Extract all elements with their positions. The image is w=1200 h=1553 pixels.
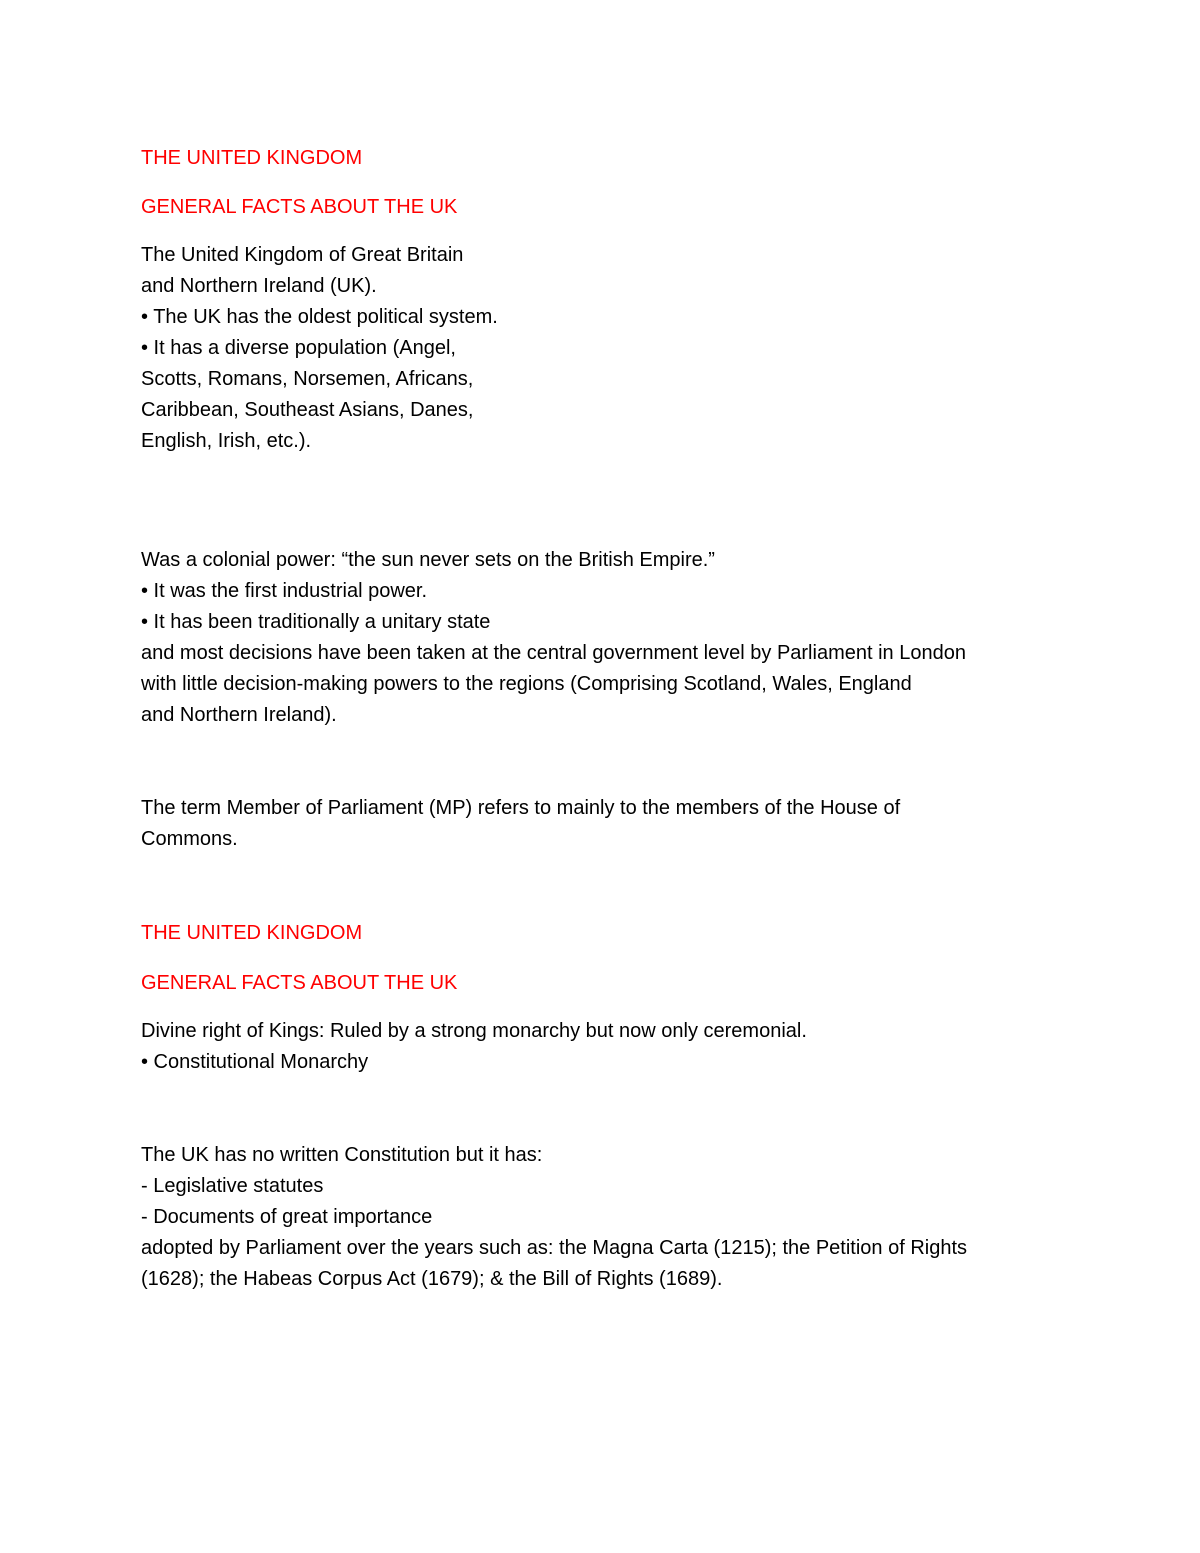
- section-2-block-2-line: (1628); the Habeas Corpus Act (1679); & the Bill of Rights (1689).: [141, 1268, 723, 1290]
- section-2-block-2-line: - Documents of great importance: [141, 1206, 433, 1228]
- section-1-block-1-line: • The UK has the oldest political system.: [141, 306, 498, 328]
- section-2-block-2-line: - Legislative statutes: [141, 1175, 324, 1197]
- section-1-block-2-line: Was a colonial power: “the sun never sets on the British Empire.”: [141, 549, 715, 571]
- section-2-block-2-line: The UK has no written Constitution but it has:: [141, 1144, 543, 1166]
- section-1-block-1-line: and Northern Ireland (UK).: [141, 275, 377, 297]
- section-1-block-2-line: with little decision-making powers to the regions (Comprising Scotland, Wales, England: [141, 673, 912, 695]
- section-1-block-2-line: and most decisions have been taken at the central government level by Parliament in London: [141, 642, 966, 664]
- section-1-title: THE UNITED KINGDOM: [141, 147, 363, 169]
- section-2-block-1-line: Divine right of Kings: Ruled by a strong monarchy but now only ceremonial.: [141, 1020, 807, 1042]
- section-1-block-2-line: • It was the first industrial power.: [141, 580, 428, 602]
- section-2-subtitle: GENERAL FACTS ABOUT THE UK: [141, 972, 458, 994]
- section-1-block-2-line: • It has been traditionally a unitary state: [141, 611, 491, 633]
- section-2-block-2-line: adopted by Parliament over the years such as: the Magna Carta (1215); the Petition of Rights: [141, 1237, 968, 1259]
- section-1-subtitle: GENERAL FACTS ABOUT THE UK: [141, 196, 458, 218]
- section-2-title: THE UNITED KINGDOM: [141, 922, 363, 944]
- section-1-block-1-line: • It has a diverse population (Angel,: [141, 337, 456, 359]
- section-1-block-1-line: English, Irish, etc.).: [141, 430, 312, 452]
- section-1-block-2-line: and Northern Ireland).: [141, 704, 337, 726]
- section-1-block-3-line: The term Member of Parliament (MP) refers to mainly to the members of the House of: [141, 797, 901, 819]
- section-2-block-1-line: • Constitutional Monarchy: [141, 1051, 369, 1073]
- section-1-block-1-line: Caribbean, Southeast Asians, Danes,: [141, 399, 474, 421]
- section-1-block-1-line: The United Kingdom of Great Britain: [141, 244, 464, 266]
- section-1-block-1-line: Scotts, Romans, Norsemen, Africans,: [141, 368, 474, 390]
- section-1-block-3-line: Commons.: [141, 828, 238, 850]
